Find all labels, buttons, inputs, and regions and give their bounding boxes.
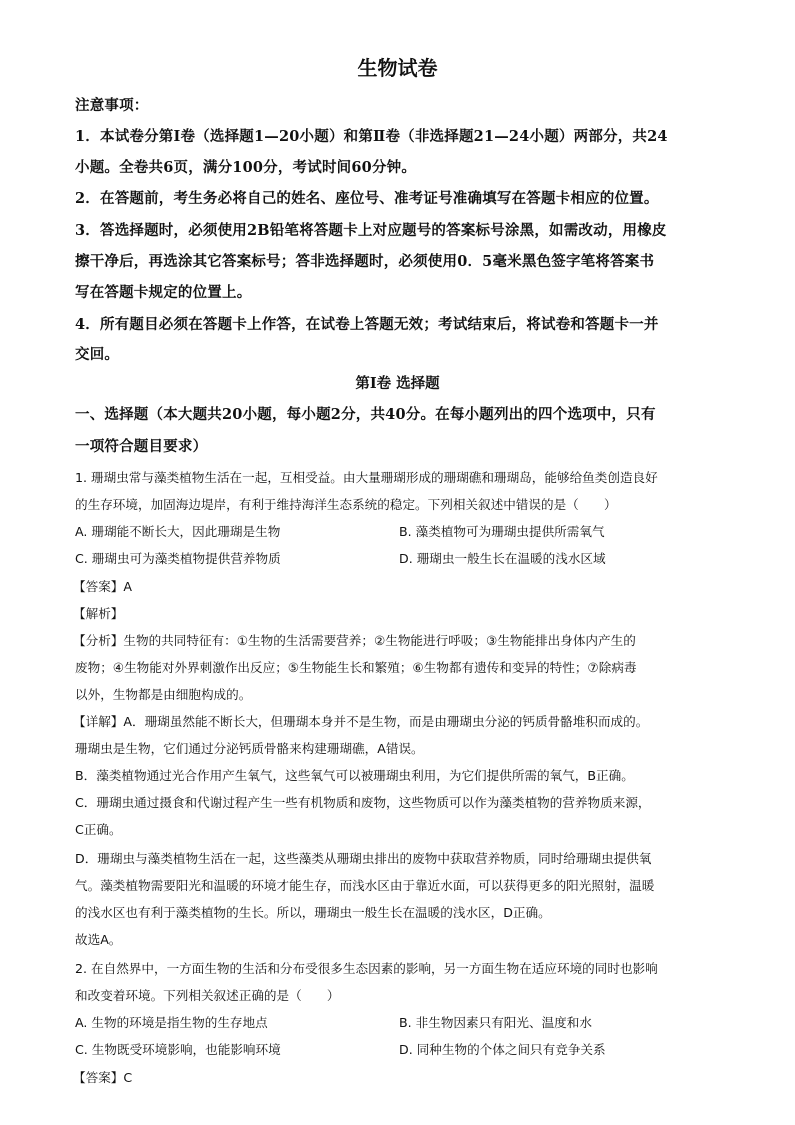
q1-fenxi: 【分析】生物的共同特征有：①生物的生活需要营养；②生物能进行呼吸；③生物能排出身体内产生的	[73, 633, 636, 648]
q1-conclusion: 故选A。	[75, 932, 122, 947]
q1-answer: A	[123, 579, 132, 594]
q1-stem: 的生存环境，加固海边堤岸，有利于维持海洋生态系统的稳定。下列相关叙述中错误的是（ ）	[75, 497, 617, 512]
q1-option-a: A. 珊瑚能不断长大，因此珊瑚是生物	[75, 524, 281, 539]
section-intro: 一项符合题目要求）	[75, 438, 208, 455]
q1-detail: D．珊瑚虫与藻类植物生活在一起，这些藻类从珊瑚虫排出的废物中获取营养物质，同时给珊瑚虫提供氧	[75, 851, 652, 866]
notice-line: 擦干净后，再选涂其它答案标号；答非选择题时，必须使用0．5毫米黑色签字笔将答案书	[75, 253, 655, 270]
section-intro: 一、选择题（本大题共20小题，每小题2分，共40分。在每小题列出的四个选项中，只有	[75, 406, 656, 423]
notice-heading: 注意事项：	[75, 97, 149, 114]
q1-fenxi: 以外，生物都是由细胞构成的。	[75, 687, 252, 702]
q1-fenxi: 废物；④生物能对外界刺激作出反应；⑤生物能生长和繁殖；⑥生物都有遗传和变异的特性；⑦除病毒	[75, 660, 637, 675]
q2-stem: 和改变着环境。下列相关叙述正确的是（ ）	[75, 988, 340, 1003]
q1-stem: 1. 珊瑚虫常与藻类植物生活在一起，互相受益。由大量珊瑚形成的珊瑚礁和珊瑚岛，能够给鱼类创造良好	[75, 470, 658, 485]
q1-detail: C．珊瑚虫通过摄食和代谢过程产生一些有机物质和废物，这些物质可以作为藻类植物的营养物质来源，	[75, 795, 651, 810]
q2-stem: 2. 在自然界中，一方面生物的生活和分布受很多生态因素的影响，另一方面生物在适应环境的同时也影响	[75, 961, 658, 976]
page-title: 生物试卷	[357, 56, 438, 80]
section-title: 第Ⅰ卷 选择题	[355, 375, 440, 392]
answer-tag: 【答案】	[73, 579, 124, 594]
notice-line: 交回。	[75, 346, 120, 363]
analysis-tag: 【解析】	[73, 606, 124, 621]
notice-line: 1．本试卷分第Ⅰ卷（选择题1—20小题）和第Ⅱ卷（非选择题21—24小题）两部分，共24	[75, 128, 668, 145]
q1-answer-line	[73, 578, 132, 596]
q1-detail: 【详解】A．珊瑚虽然能不断长大，但珊瑚本身并不是生物，而是由珊瑚虫分泌的钙质骨骼堆积而成的。	[73, 714, 649, 729]
q2-option-c: C. 生物既受环境影响，也能影响环境	[75, 1042, 281, 1057]
q1-detail: C正确。	[75, 822, 122, 837]
notice-line: 写在答题卡规定的位置上。	[75, 284, 252, 301]
q1-detail: 珊瑚虫是生物，它们通过分泌钙质骨骼来构建珊瑚礁，A错误。	[75, 741, 424, 756]
q1-option-c: C. 珊瑚虫可为藻类植物提供营养物质	[75, 551, 281, 566]
notice-line: 4．所有题目必须在答题卡上作答，在试卷上答题无效；考试结束后，将试卷和答题卡一并	[75, 316, 659, 333]
q1-detail: 的浅水区也有利于藻类植物的生长。所以，珊瑚虫一般生长在温暖的浅水区，D正确。	[75, 905, 551, 920]
q1-option-b: B. 藻类植物可为珊瑚虫提供所需氧气	[399, 524, 605, 539]
q1-detail: B．藻类植物通过光合作用产生氧气，这些氧气可以被珊瑚虫利用，为它们提供所需的氧气，B正确。	[75, 768, 634, 783]
q2-option-a: A. 生物的环境是指生物的生存地点	[75, 1015, 268, 1030]
q2-option-b: B. 非生物因素只有阳光、温度和水	[399, 1015, 592, 1030]
notice-line: 小题。全卷共6页，满分100分，考试时间60分钟。	[75, 159, 417, 176]
q1-option-d: D. 珊瑚虫一般生长在温暖的浅水区域	[399, 551, 606, 566]
notice-line: 3．答选择题时，必须使用2B铅笔将答题卡上对应题号的答案标号涂黑，如需改动，用橡皮	[75, 222, 667, 239]
answer-tag: 【答案】	[73, 1070, 124, 1085]
q2-answer: C	[123, 1070, 133, 1085]
q1-detail: 气。藻类植物需要阳光和温暖的环境才能生存，而浅水区由于靠近水面，可以获得更多的阳光照射，温暖	[75, 878, 655, 893]
q2-answer-line	[73, 1069, 132, 1087]
notice-line: 2．在答题前，考生务必将自己的姓名、座位号、准考证号准确填写在答题卡相应的位置。	[75, 190, 659, 207]
q2-option-d: D. 同种生物的个体之间只有竞争关系	[399, 1042, 606, 1057]
